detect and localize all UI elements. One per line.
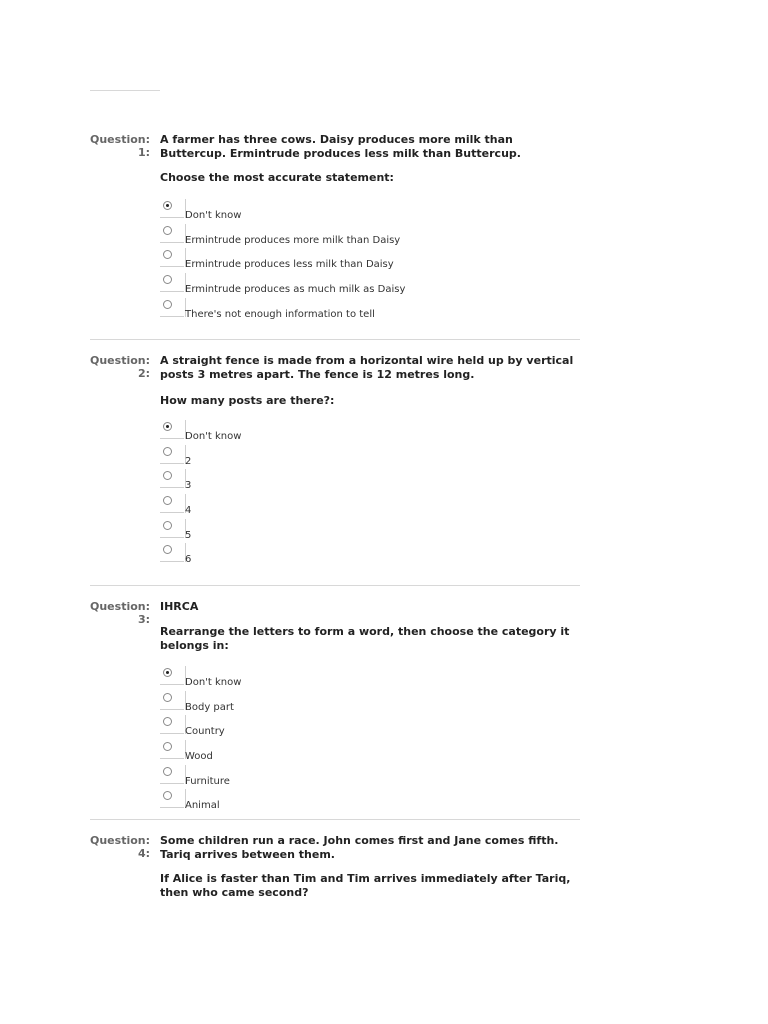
question-prompt: Rearrange the letters to form a word, then choose the category it belongs in: [160, 625, 570, 652]
radio-button[interactable] [163, 742, 172, 751]
question-body [160, 354, 580, 568]
option-underline [160, 709, 184, 710]
answer-option[interactable] [160, 224, 580, 249]
radio-button[interactable] [163, 693, 172, 702]
question-prompt: How many posts are there?: [160, 394, 335, 407]
answer-option[interactable] [160, 543, 580, 568]
answer-option[interactable] [160, 740, 580, 765]
option-underline [160, 266, 184, 267]
option-label[interactable]: 4 [185, 505, 192, 517]
radio-button[interactable] [163, 545, 172, 554]
option-label[interactable]: Body part [185, 701, 234, 713]
radio-button-selected[interactable] [163, 422, 172, 431]
question-prompt: Choose the most accurate statement: [160, 171, 394, 184]
answer-options [160, 420, 580, 568]
answer-option[interactable] [160, 789, 580, 814]
answer-options [160, 666, 580, 814]
option-label[interactable]: 6 [185, 554, 192, 566]
option-underline [160, 807, 184, 808]
option-underline [160, 438, 184, 439]
answer-option[interactable] [160, 199, 580, 224]
radio-button[interactable] [163, 226, 172, 235]
answer-option[interactable] [160, 469, 580, 494]
answer-option[interactable] [160, 691, 580, 716]
answer-option[interactable] [160, 715, 580, 740]
question-number: 2: [137, 367, 150, 380]
question-body [160, 133, 580, 322]
option-underline [160, 242, 184, 243]
question-number-label [90, 354, 150, 380]
question-divider [90, 339, 580, 340]
answer-option[interactable] [160, 298, 580, 323]
option-underline [160, 733, 184, 734]
radio-button[interactable] [163, 521, 172, 530]
option-underline [160, 463, 184, 464]
question-divider [90, 585, 580, 586]
top-rule [90, 90, 160, 91]
radio-button[interactable] [163, 300, 172, 309]
radio-button[interactable] [163, 767, 172, 776]
question-prompt: If Alice is faster than Tim and Tim arrives immediately after Tariq, then who came second? [160, 872, 571, 899]
option-underline [160, 512, 184, 513]
option-label[interactable]: 2 [185, 455, 192, 467]
radio-button[interactable] [163, 471, 172, 480]
radio-button[interactable] [163, 717, 172, 726]
answer-option[interactable] [160, 248, 580, 273]
option-label[interactable]: Ermintrude produces as much milk as Daisy [185, 284, 406, 296]
option-label[interactable]: Furniture [185, 775, 230, 787]
option-underline [160, 758, 184, 759]
answer-option[interactable] [160, 420, 580, 445]
question-number-label [90, 600, 150, 626]
answer-option[interactable] [160, 445, 580, 470]
question-label-text: Question: [90, 354, 151, 367]
option-label[interactable]: Ermintrude produces more milk than Daisy [185, 234, 401, 246]
answer-option[interactable] [160, 273, 580, 298]
question-number: 4: [137, 847, 150, 860]
option-label[interactable]: Don't know [185, 210, 242, 221]
question-body [160, 600, 580, 814]
question-number: 3: [137, 613, 150, 626]
option-label[interactable]: 3 [185, 480, 192, 492]
question-divider [90, 819, 580, 820]
question-body [160, 834, 580, 900]
answer-option[interactable] [160, 765, 580, 790]
radio-button[interactable] [163, 791, 172, 800]
option-underline [160, 684, 184, 685]
question-text: A straight fence is made from a horizontal wire held up by vertical posts 3 metres apart. The fence is 12 metres long. [160, 354, 574, 381]
option-underline [160, 291, 184, 292]
radio-button[interactable] [163, 250, 172, 259]
question-number: 1: [137, 146, 150, 159]
radio-button[interactable] [163, 447, 172, 456]
option-underline [160, 487, 184, 488]
question-text: IHRCA [160, 600, 199, 613]
option-label[interactable]: Wood [185, 751, 213, 763]
option-underline [160, 316, 184, 317]
question-label-text: Question: [90, 600, 151, 613]
option-underline [160, 217, 184, 218]
option-label[interactable]: Animal [185, 800, 220, 812]
question-text: A farmer has three cows. Daisy produces more milk than Buttercup. Ermintrude produces less milk than Buttercup. [160, 133, 521, 160]
radio-button-selected[interactable] [163, 668, 172, 677]
question-number-label [90, 133, 150, 159]
option-label[interactable]: Don't know [185, 431, 242, 442]
answer-option[interactable] [160, 519, 580, 544]
option-label[interactable]: There's not enough information to tell [185, 308, 375, 320]
answer-options [160, 199, 580, 322]
radio-button[interactable] [163, 496, 172, 505]
option-underline [160, 783, 184, 784]
option-label[interactable]: Don't know [185, 677, 242, 688]
question-label-text: Question: [90, 834, 151, 847]
radio-button[interactable] [163, 275, 172, 284]
radio-button-selected[interactable] [163, 201, 172, 210]
option-underline [160, 561, 184, 562]
option-label[interactable]: 5 [185, 529, 192, 541]
option-label[interactable]: Country [185, 726, 225, 738]
question-label-text: Question: [90, 133, 151, 146]
answer-option[interactable] [160, 666, 580, 691]
answer-option[interactable] [160, 494, 580, 519]
question-text: Some children run a race. John comes first and Jane comes fifth. Tariq arrives between them. [160, 834, 559, 861]
option-underline [160, 537, 184, 538]
option-label[interactable]: Ermintrude produces less milk than Daisy [185, 259, 394, 271]
question-number-label [90, 834, 150, 860]
